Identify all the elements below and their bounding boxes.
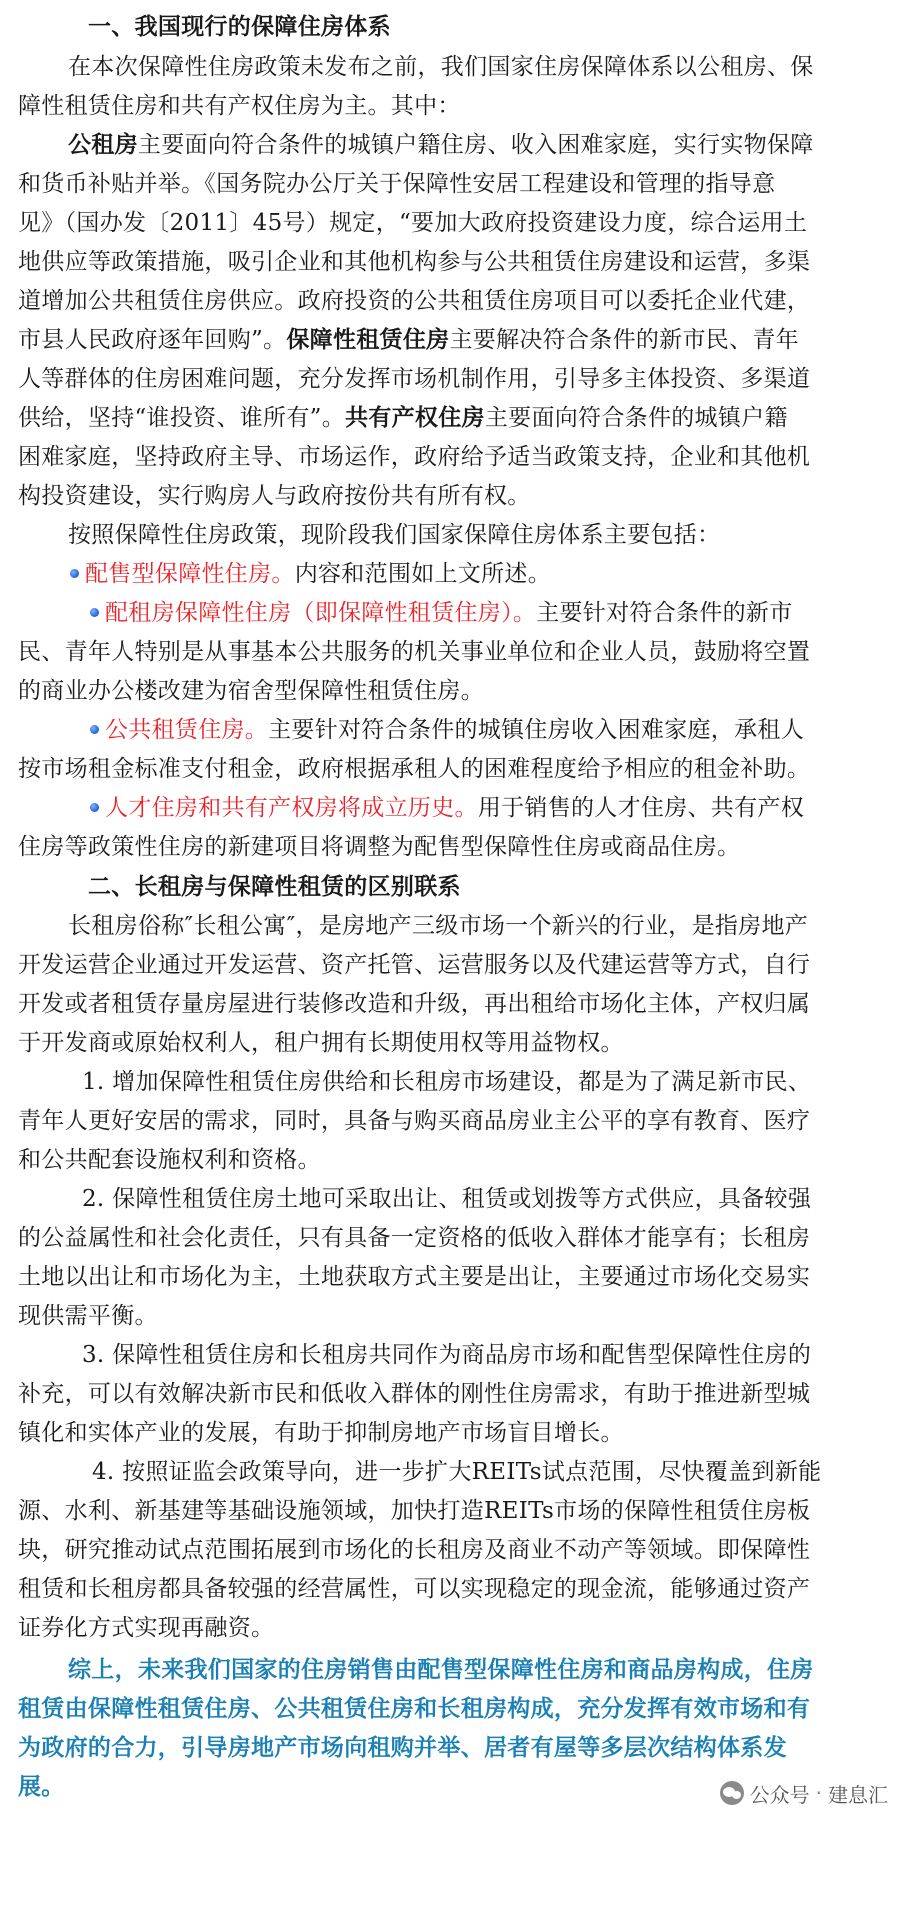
bullet-icon	[90, 608, 99, 617]
paragraph-line: 构投资建设，实行购房人与政府按份共有所有权。	[18, 483, 531, 509]
list-item-title: 配租房保障性住房（即保障性租赁住房）。	[105, 600, 537, 626]
paragraph-line: 公租房主要面向符合条件的城镇户籍住房、收入困难家庭，实行实物保障	[68, 131, 814, 158]
paragraph-line: 镇化和实体产业的发展，有助于抑制房地产市场盲目增长。	[18, 1420, 624, 1446]
bullet-icon	[70, 569, 79, 578]
conclusion-line: 展。	[18, 1773, 65, 1800]
list-item: 配售型保障性住房。内容和范围如上文所述。	[70, 559, 910, 589]
paragraph-line: 人等群体的住房困难问题，充分发挥市场机制作用，引导多主体投资、多渠道	[18, 366, 811, 392]
term-shared-ownership: 共有产权住房	[345, 404, 485, 431]
paragraph-line: 和货币补贴并举。《国务院办公厅关于保障性安居工程建设和管理的指导意	[18, 171, 776, 197]
watermark-separator: ·	[815, 1781, 822, 1805]
paragraph-line: 证券化方式实现再融资。	[18, 1615, 275, 1641]
section-heading-2: 二、长租房与保障性租赁的区别联系	[88, 873, 461, 900]
conclusion-line: 为政府的合力，引导房地产市场向租购并举、居者有屋等多层次结构体系发	[18, 1734, 787, 1761]
numbered-point: 3. 保障性租赁住房和长租房共同作为商品房市场和配售型保障性住房的	[82, 1342, 812, 1368]
paragraph-line: 长租房俗称″长租公寓″，是房地产三级市场一个新兴的行业，是指房地产	[68, 913, 809, 939]
paragraph-line: 见》（国办发〔2011〕45号）规定，“要加大政府投资建设力度，综合运用土	[18, 210, 808, 236]
paragraph-line: 于开发商或原始权利人，租户拥有长期使用权等用益物权。	[18, 1030, 624, 1056]
watermark	[714, 1776, 894, 1810]
watermark-account-name: 建息汇	[828, 1782, 888, 1807]
conclusion-line: 租赁由保障性租赁住房、公共租赁住房和长租房构成，充分发挥有效市场和有	[18, 1695, 811, 1722]
paragraph-line: 障性租赁住房和共有产权住房为主。其中：	[18, 93, 461, 119]
paragraph-line: 开发或者租赁存量房屋进行装修改造和升级，再出租给市场化主体，产权归属	[18, 991, 811, 1017]
term-affordable-rental: 保障性租赁住房	[286, 326, 450, 353]
paragraph-line: 现供需平衡。	[18, 1303, 158, 1329]
list-item-title: 人才住房和共有产权房将成立历史。	[105, 795, 478, 821]
conclusion-line: 综上，未来我们国家的住房销售由配售型保障性住房和商品房构成，住房	[68, 1656, 814, 1683]
paragraph-line: 住房等政策性住房的新建项目将调整为配售型保障性住房或商品住房。	[18, 834, 741, 860]
bullet-icon	[90, 803, 99, 812]
paragraph-line: 供给，坚持“谁投资、谁所有”。共有产权住房主要面向符合条件的城镇户籍	[18, 404, 788, 431]
list-item: 公共租赁住房。主要针对符合条件的城镇住房收入困难家庭，承租人	[90, 715, 910, 745]
paragraph-line: 的商业办公楼改建为宿舍型保障性租赁住房。	[18, 678, 484, 704]
paragraph-line: 困难家庭，坚持政府主导、市场运作，政府给予适当政策支持，企业和其他机	[18, 444, 811, 470]
list-item: 人才住房和共有产权房将成立历史。用于销售的人才住房、共有产权	[90, 793, 910, 823]
paragraph-line: 土地以出让和市场化为主，土地获取方式主要是出让，主要通过市场化交易实	[18, 1264, 811, 1290]
paragraph-line: 民、青年人特别是从事基本公共服务的机关事业单位和企业人员，鼓励将空置	[18, 639, 811, 665]
paragraph-line: 按照保障性住房政策，现阶段我们国家保障住房体系主要包括：	[68, 522, 721, 548]
bullet-icon	[90, 725, 99, 734]
list-item: 配租房保障性住房（即保障性租赁住房）。主要针对符合条件的新市	[90, 598, 910, 628]
section-heading-1: 一、我国现行的保障住房体系	[88, 13, 391, 40]
paragraph-line: 块，研究推动试点范围拓展到市场化的长租房及商业不动产等领域。即保障性	[18, 1537, 811, 1563]
numbered-point: 2. 保障性租赁住房土地可采取出让、租赁或划拨等方式供应，具备较强	[82, 1186, 812, 1212]
paragraph-line: 地供应等政策措施，吸引企业和其他机构参与公共租赁住房建设和运营，多渠	[18, 249, 811, 275]
paragraph-line: 和公共配套设施权利和资格。	[18, 1147, 321, 1173]
paragraph-line: 道增加公共租赁住房供应。政府投资的公共租赁住房项目可以委托企业代建，	[18, 288, 811, 314]
watermark-prefix: 公众号	[749, 1782, 810, 1807]
wechat-icon	[720, 1781, 744, 1805]
list-item-title: 配售型保障性住房。	[85, 561, 295, 587]
paragraph-line: 源、水利、新基建等基础设施领域，加快打造REITs市场的保障性租赁住房板	[18, 1498, 811, 1524]
paragraph-line: 租赁和长租房都具备较强的经营属性，可以实现稳定的现金流，能够通过资产	[18, 1576, 811, 1602]
numbered-point: 1. 增加保障性租赁住房供给和长租房市场建设，都是为了满足新市民、	[82, 1069, 812, 1095]
paragraph-line: 补充，可以有效解决新市民和低收入群体的刚性住房需求，有助于推进新型城	[18, 1381, 811, 1407]
paragraph-line: 市县人民政府逐年回购”。保障性租赁住房主要解决符合条件的新市民、青年	[18, 326, 799, 353]
paragraph-line: 在本次保障性住房政策未发布之前，我们国家住房保障体系以公租房、保	[68, 54, 814, 80]
paragraph-line: 青年人更好安居的需求，同时，具备与购买商品房业主公平的享有教育、医疗	[18, 1108, 811, 1134]
paragraph-line: 的公益属性和社会化责任，只有具备一定资格的低收入群体才能享有；长租房	[18, 1225, 811, 1251]
paragraph-line: 开发运营企业通过开发运营、资产托管、运营服务以及代建运营等方式，自行	[18, 952, 811, 978]
term-public-rental: 公租房	[68, 131, 138, 158]
numbered-point: 4. 按照证监会政策导向，进一步扩大REITs试点范围，尽快覆盖到新能	[92, 1459, 822, 1485]
paragraph-line: 按市场租金标准支付租金，政府根据承租人的困难程度给予相应的租金补助。	[18, 756, 811, 782]
list-item-title: 公共租赁住房。	[105, 717, 269, 743]
